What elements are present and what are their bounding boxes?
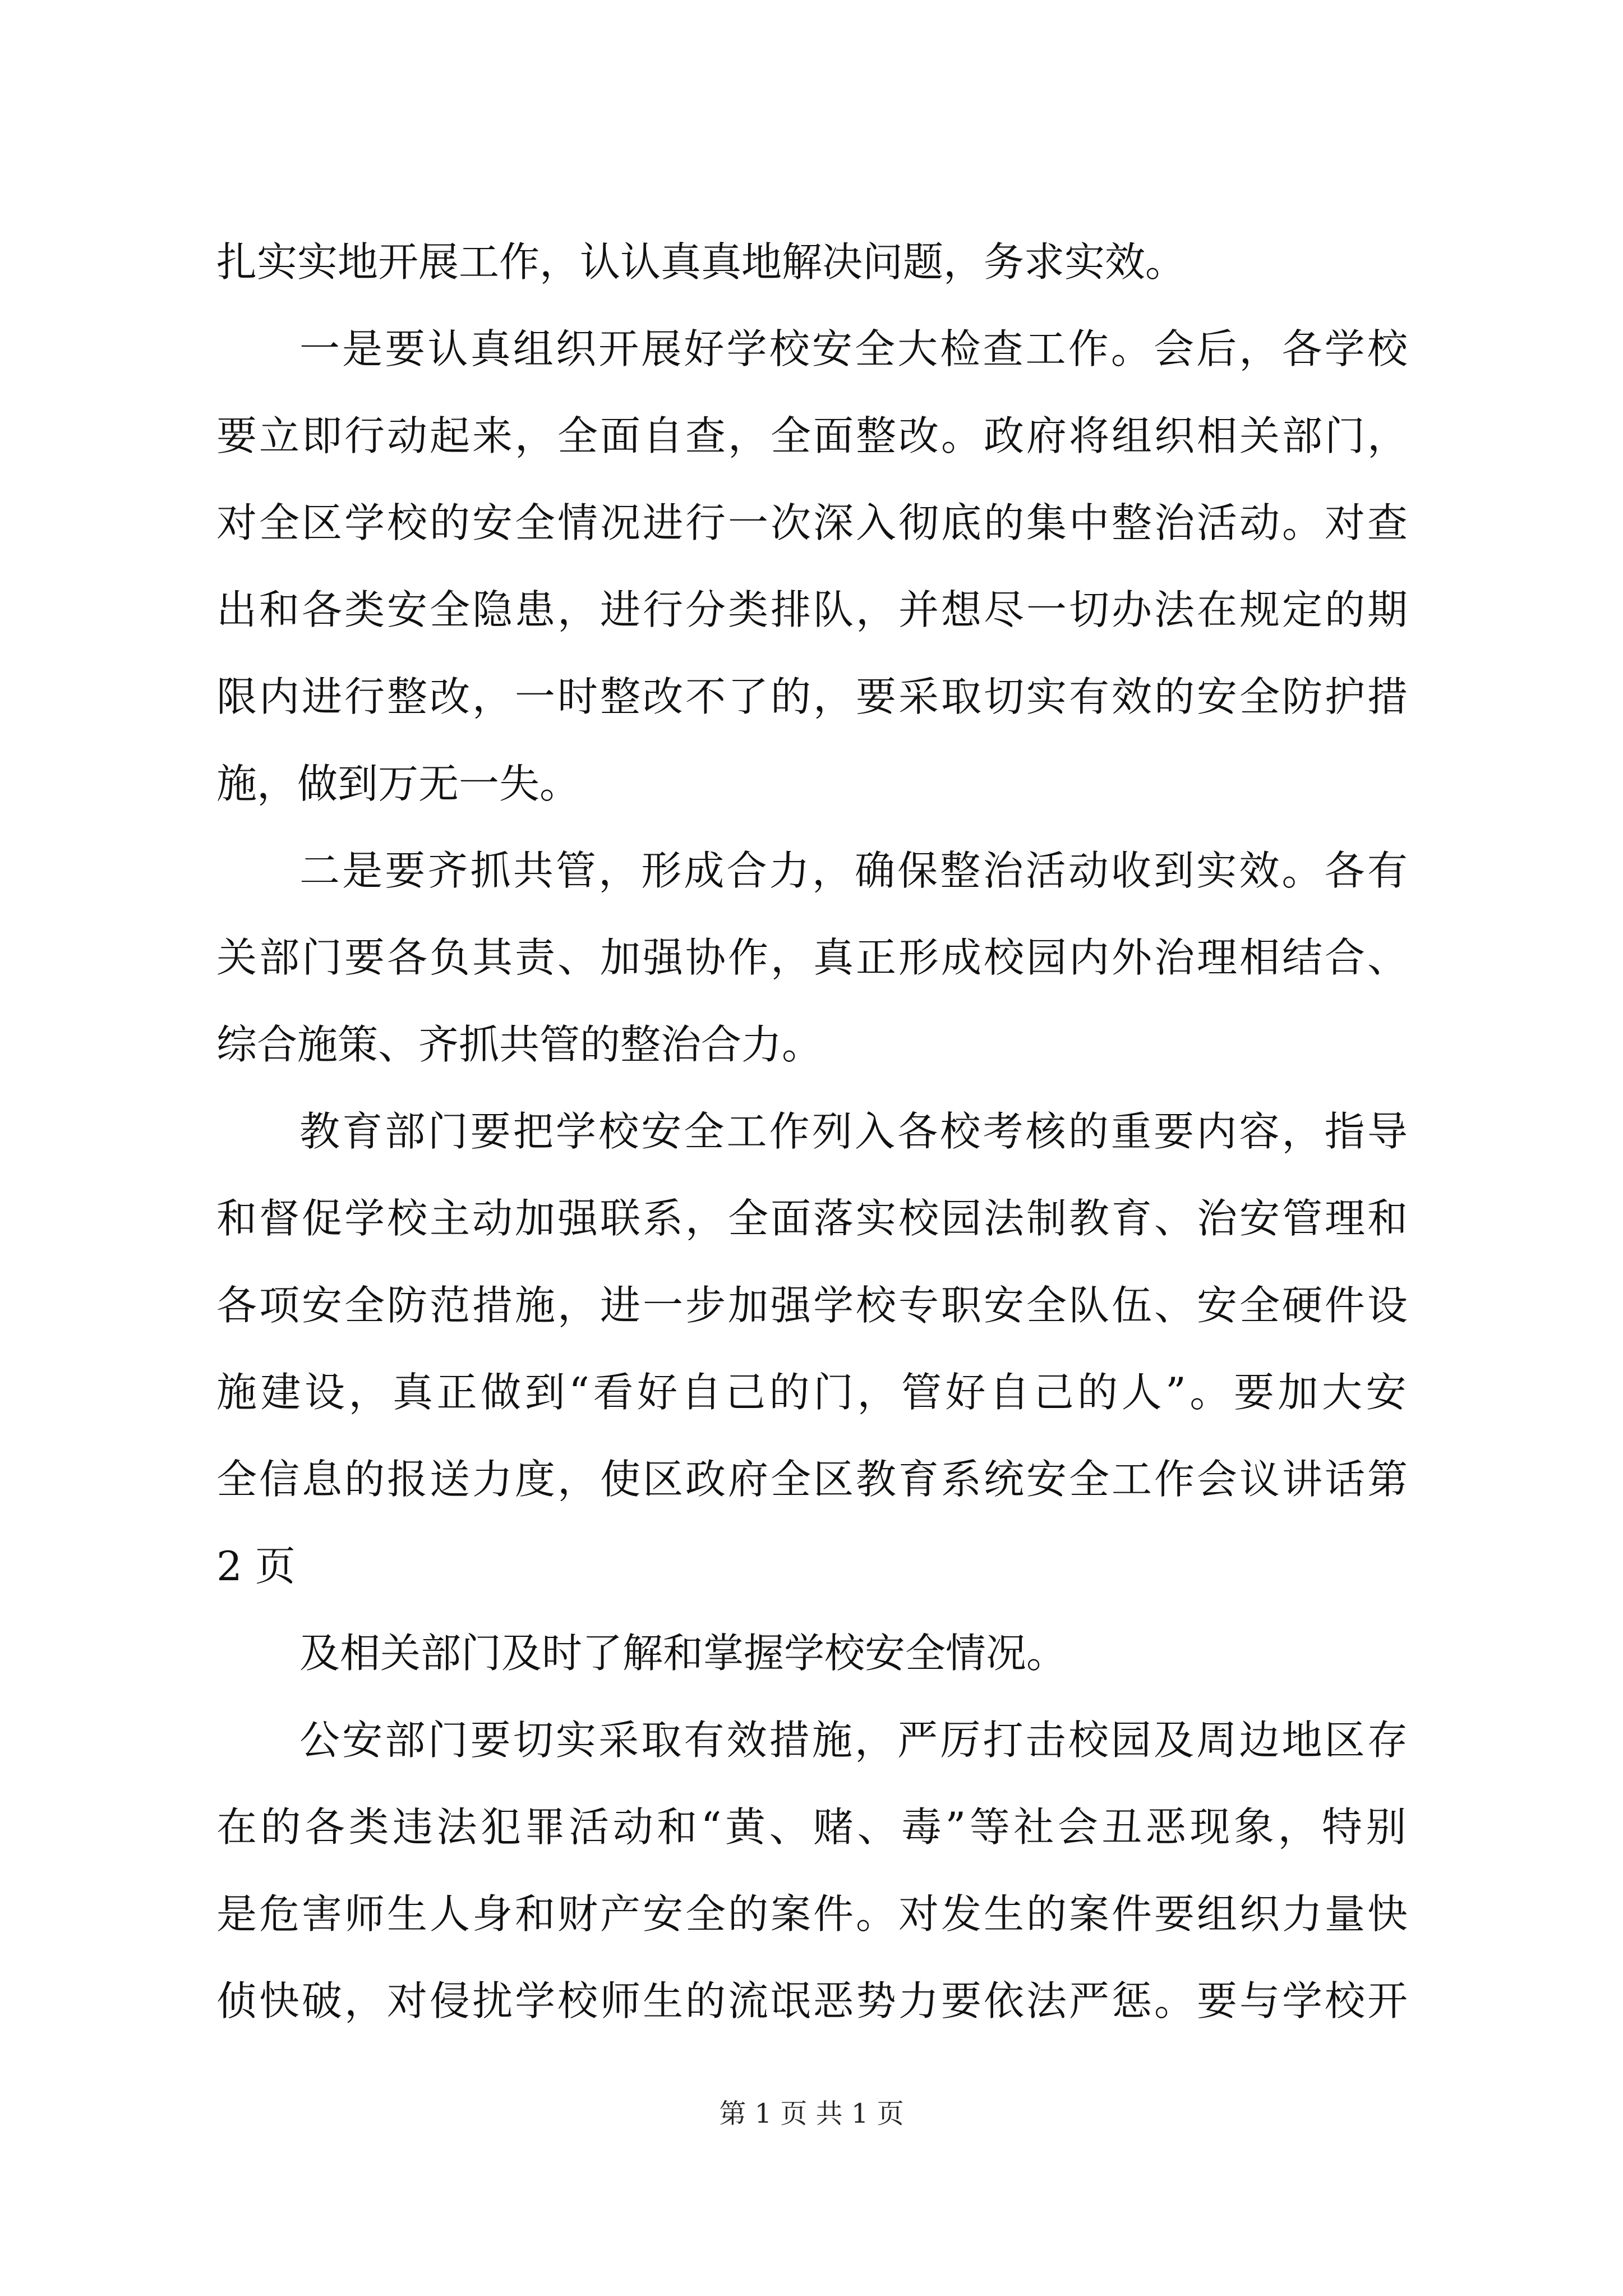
text-line — [216, 567, 1410, 654]
text-line — [216, 1958, 1410, 2045]
text-line-content: 施，做到万无一失。 — [216, 760, 580, 807]
text-line-content: 及相关部门及时了解和掌握学校安全情况。 — [299, 1630, 1067, 1677]
text-line — [216, 827, 1410, 914]
text-line-content: 各项安全防范措施，进一步加强学校专职安全队伍、安全硬件设 — [216, 1282, 1410, 1329]
text-line-content: 和督促学校主动加强联系，全面落实校园法制教育、治安管理和 — [216, 1195, 1410, 1242]
page-footer: 第 1 页 共 1 页 — [719, 2098, 904, 2129]
text-line-content: 要立即行动起来，全面自查，全面整改。政府将组织相关部门， — [216, 412, 1410, 459]
text-line-content: 关部门要各负其责、加强协作，真正形成校园内外治理相结合、 — [216, 934, 1410, 981]
text-line-content: 对全区学校的安全情况进行一次深入彻底的集中整治活动。对查 — [216, 499, 1410, 546]
text-line — [216, 1697, 1410, 1784]
text-line — [216, 1175, 1410, 1262]
text-line-content: 2 页 — [216, 1543, 296, 1590]
text-line-content: 侦快破，对侵扰学校师生的流氓恶势力要依法严惩。要与学校开 — [216, 1977, 1410, 2024]
text-line-content: 在的各类违法犯罪活动和“黄、赌、毒”等社会丑恶现象，特别 — [216, 1803, 1410, 1851]
text-line — [216, 654, 1410, 740]
text-line — [216, 219, 1410, 306]
text-line — [216, 1871, 1410, 1958]
text-line-content: 扎实实地开展工作，认认真真地解决问题，务求实效。 — [216, 238, 1186, 286]
text-line — [216, 1001, 1410, 1088]
text-line-content: 限内进行整改，一时整改不了的，要采取切实有效的安全防护措 — [216, 673, 1410, 720]
text-line-content: 综合施策、齐抓共管的整治合力。 — [216, 1021, 823, 1068]
text-line-content: 施建设，真正做到“看好自己的门，管好自己的人”。要加大安 — [216, 1369, 1410, 1416]
document-body — [216, 219, 1410, 2045]
text-line — [216, 1784, 1410, 1871]
text-line — [216, 740, 1410, 827]
text-line — [216, 1262, 1410, 1349]
text-line — [216, 480, 1410, 567]
text-line — [216, 1349, 1410, 1436]
text-line — [216, 1088, 1410, 1175]
text-line-content: 全信息的报送力度，使区政府全区教育系统安全工作会议讲话第 — [216, 1456, 1410, 1503]
text-line — [216, 1523, 1410, 1610]
text-line — [216, 393, 1410, 480]
text-line-content: 教育部门要把学校安全工作列入各校考核的重要内容，指导 — [299, 1108, 1410, 1155]
text-line-content: 是危害师生人身和财产安全的案件。对发生的案件要组织力量快 — [216, 1890, 1410, 1938]
text-line-content: 公安部门要切实采取有效措施，严厉打击校园及周边地区存 — [299, 1717, 1410, 1764]
text-line-content: 一是要认真组织开展好学校安全大检查工作。会后，各学校 — [299, 325, 1410, 372]
text-line-content: 出和各类安全隐患，进行分类排队，并想尽一切办法在规定的期 — [216, 586, 1410, 633]
text-line — [216, 1610, 1410, 1697]
text-line — [216, 914, 1410, 1001]
text-line — [216, 306, 1410, 393]
text-line — [216, 1436, 1410, 1523]
text-line-content: 二是要齐抓共管，形成合力，确保整治活动收到实效。各有 — [299, 847, 1410, 894]
